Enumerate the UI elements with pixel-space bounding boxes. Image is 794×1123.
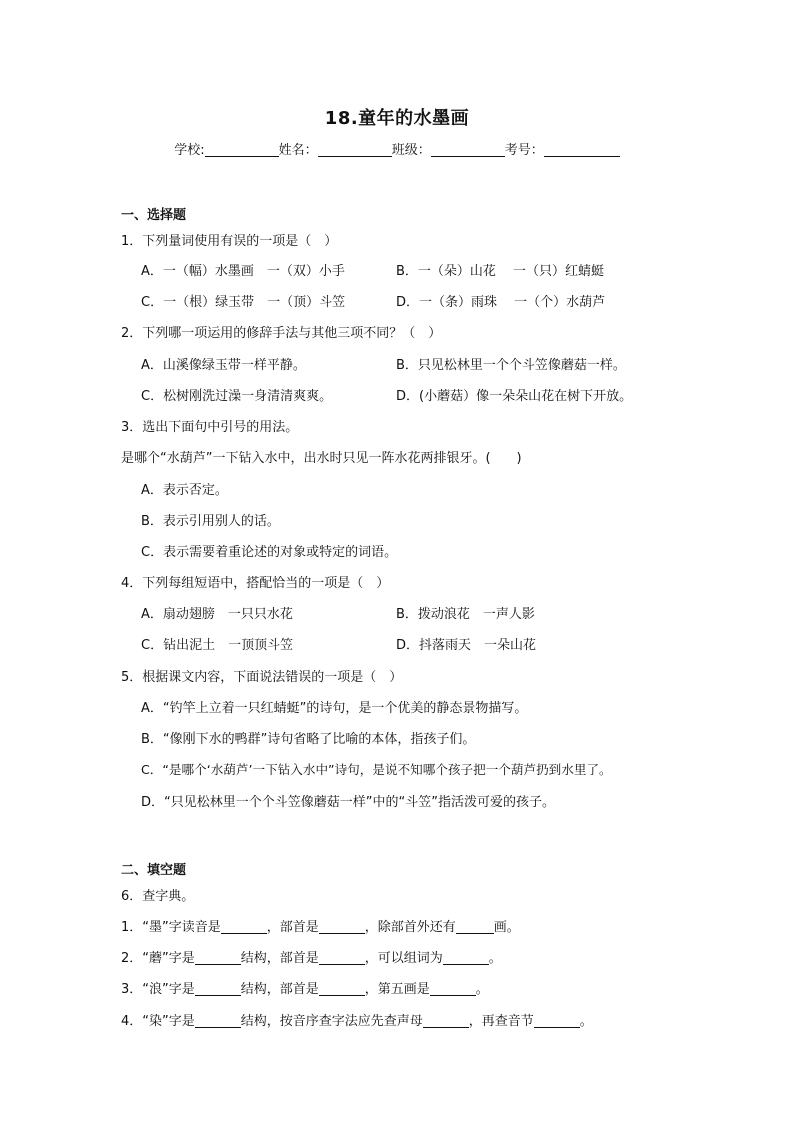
question-2-option-b[interactable]: B．只见松林里一个个斗笠像蘑菇一样。 [396, 358, 626, 373]
q6-l4-blank-2[interactable] [423, 1014, 469, 1028]
question-1-option-a[interactable]: A．一（幅）水墨画 一（双）小手 [141, 264, 345, 279]
q6-l1-text-4: 画。 [493, 920, 520, 935]
q6-l4-blank-1[interactable] [195, 1014, 241, 1028]
q6-l3-text-1: 3．“浪”字是 [121, 982, 195, 997]
question-3-stem: 3．选出下面句中引号的用法。 [121, 420, 299, 435]
question-1-stem: 1．下列量词使用有误的一项是（ ） [121, 234, 338, 249]
question-6-line-1 [121, 916, 520, 935]
q6-l4-text-4: 。 [579, 1014, 593, 1029]
question-6-line-3 [121, 978, 489, 997]
question-5-option-c[interactable]: C．“是哪个‘水葫芦’一下钻入水中”诗句，是说不知哪个孩子把一个葫芦扔到水里了。 [141, 762, 612, 777]
q6-l2-text-2: 结构，部首是 [240, 951, 319, 966]
question-4-option-d[interactable]: D．抖落雨天 一朵山花 [396, 638, 537, 653]
question-2-option-a[interactable]: A．山溪像绿玉带一样平静。 [141, 358, 306, 373]
q6-l2-text-4: 。 [488, 951, 502, 966]
question-5-stem: 5．根据课文内容，下面说法错误的一项是（ ） [121, 670, 403, 685]
question-5-option-a[interactable]: A．“钓竿上立着一只红蜻蜓”的诗句，是一个优美的静态景物描写。 [141, 701, 528, 716]
question-4-stem: 4．下列每组短语中，搭配恰当的一项是（ ） [121, 576, 390, 591]
question-2-option-c[interactable]: C．松树刚洗过澡一身清清爽爽。 [141, 389, 333, 404]
q6-l2-text-3: ，可以组词为 [364, 951, 443, 966]
class-blank[interactable] [431, 142, 505, 157]
q6-l3-blank-3[interactable] [430, 982, 476, 996]
q6-l3-text-4: 。 [475, 982, 489, 997]
q6-l1-text-2: ，部首是 [266, 920, 319, 935]
question-3-sentence: 是哪个“水葫芦”一下钻入水中，出水时只见一阵水花两排银牙。( ) [121, 451, 522, 466]
q6-l1-text-3: ，除部首外还有 [364, 920, 456, 935]
question-4-option-b[interactable]: B．拨动浪花 一声人影 [396, 607, 535, 622]
question-5-option-b[interactable]: B．“像刚下水的鸭群”诗句省略了比喻的本体，指孩子们。 [141, 732, 476, 747]
q6-l3-blank-2[interactable] [319, 982, 365, 996]
name-blank[interactable] [318, 142, 392, 157]
q6-l4-blank-3[interactable] [534, 1014, 580, 1028]
q6-l1-text-1: 1．“墨”字读音是 [121, 920, 221, 935]
question-2-stem: 2．下列哪一项运用的修辞手法与其他三项不同？（ ） [121, 326, 442, 341]
question-1-option-d[interactable]: D．一（条）雨珠 一（个）水葫芦 [396, 295, 606, 310]
question-3-option-c[interactable]: C．表示需要着重论述的对象或特定的词语。 [141, 545, 398, 560]
question-1-option-c[interactable]: C．一（根）绿玉带 一（顶）斗笠 [141, 295, 346, 310]
class-label: 班级： [391, 143, 431, 158]
school-label: 学校: [174, 143, 205, 158]
section-heading-choice: 一、选择题 [121, 208, 187, 223]
question-4-option-a[interactable]: A．扇动翅膀 一只只水花 [141, 607, 293, 622]
question-6-line-2 [121, 947, 502, 966]
q6-l3-text-2: 结构，部首是 [240, 982, 319, 997]
question-1-option-b[interactable]: B．一（朵）山花 一（只）红蜻蜓 [396, 264, 605, 279]
number-blank[interactable] [544, 142, 620, 157]
q6-l1-blank-2[interactable] [319, 920, 365, 934]
question-5-option-d[interactable]: D．“只见松林里一个个斗笠像蘑菇一样”中的“斗笠”指活泼可爱的孩子。 [141, 795, 555, 810]
name-label: 姓名： [278, 143, 318, 158]
q6-l4-text-2: 结构，按音序查字法应先查声母 [240, 1014, 423, 1029]
school-blank[interactable] [205, 142, 279, 157]
student-info-row [0, 139, 794, 158]
question-6-stem: 6．查字典。 [121, 889, 195, 904]
section-heading-fill: 二、填空题 [121, 863, 187, 878]
q6-l3-blank-1[interactable] [195, 982, 241, 996]
page-title: 18.童年的水墨画 [324, 108, 470, 129]
q6-l2-blank-1[interactable] [195, 951, 241, 965]
q6-l2-blank-3[interactable] [443, 951, 489, 965]
question-3-option-a[interactable]: A．表示否定。 [141, 483, 228, 498]
q6-l1-blank-3[interactable] [456, 920, 494, 934]
question-2-option-d[interactable]: D．(小蘑菇）像一朵朵山花在树下开放。 [396, 389, 633, 404]
question-4-option-c[interactable]: C．钻出泥土 一顶顶斗笠 [141, 638, 294, 653]
q6-l2-blank-2[interactable] [319, 951, 365, 965]
q6-l4-text-1: 4．“染”字是 [121, 1014, 195, 1029]
question-3-option-b[interactable]: B．表示引用别人的话。 [141, 514, 280, 529]
number-label: 考号： [504, 143, 544, 158]
q6-l4-text-3: ，再查音节 [468, 1014, 534, 1029]
question-6-line-4 [121, 1010, 593, 1029]
q6-l2-text-1: 2．“蘑”字是 [121, 951, 195, 966]
q6-l1-blank-1[interactable] [221, 920, 267, 934]
q6-l3-text-3: ，第五画是 [364, 982, 430, 997]
